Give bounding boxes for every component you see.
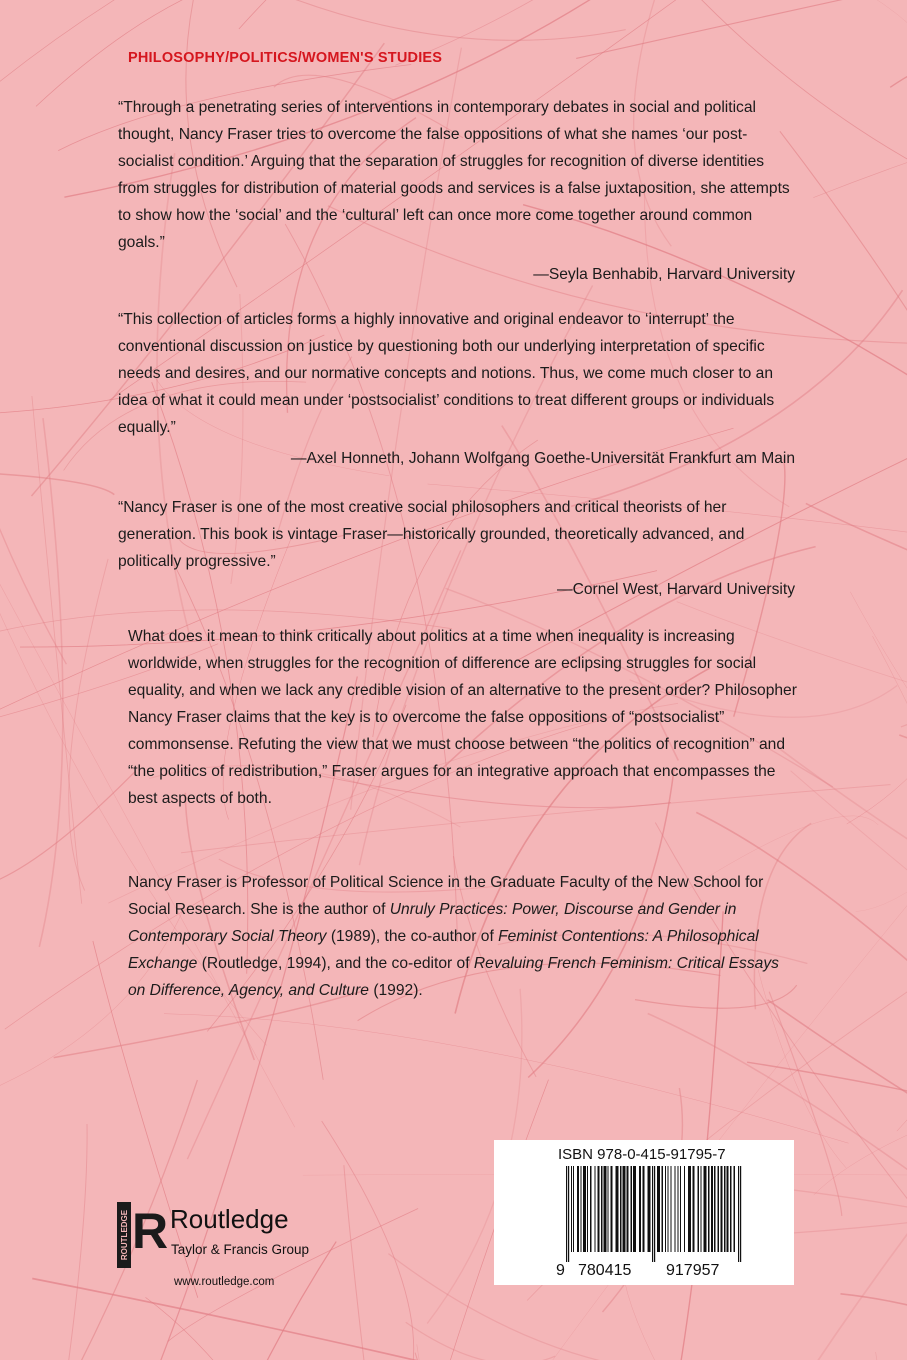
background-streak (901, 660, 907, 727)
background-streak (69, 559, 108, 891)
barcode-guard-bar (740, 1166, 741, 1262)
attribution-west: —Cornel West, Harvard University (556, 581, 795, 598)
background-streak (0, 249, 66, 664)
barcode-bar (665, 1166, 666, 1252)
barcode-bar (631, 1166, 633, 1252)
background-streak (835, 0, 907, 223)
barcode-bar (648, 1166, 651, 1252)
attribution-honneth: —Axel Honneth, Johann Wolfgang Goethe-Universität Frankfurt am Main (290, 450, 795, 467)
barcode-bar (639, 1166, 641, 1252)
background-streak (415, 1353, 537, 1360)
barcode-guard-bar (738, 1166, 739, 1262)
barcode-bar (620, 1166, 622, 1252)
barcode-box (494, 1140, 794, 1285)
publisher-subtitle: Taylor & Francis Group (171, 1242, 310, 1257)
barcode-bar (688, 1166, 691, 1252)
book-title: Unruly Practices: Power, Discourse and Gender in Contemporary Social Theory (128, 901, 737, 945)
barcode-bar (598, 1166, 600, 1252)
background-streak (856, 741, 907, 912)
barcode-bar (671, 1166, 672, 1252)
background-streak (890, 25, 907, 88)
barcode-bar (734, 1166, 736, 1252)
barcode-guard-bar (652, 1166, 653, 1262)
quote-west: “Nancy Fraser is one of the most creative social philosophers and critical theorists of her generation. This book is vintage Fraser—historically grounded, theoretically advanced, and politically progressive.” (118, 499, 745, 570)
barcode-bar (627, 1166, 629, 1252)
background-streak (813, 39, 907, 197)
barcode-digit-first: 9 (556, 1262, 565, 1279)
background-streak (897, 989, 907, 1132)
barcode-bar (711, 1166, 713, 1252)
barcode-bar (675, 1166, 676, 1252)
barcode-bar (616, 1166, 619, 1252)
barcode-bar (721, 1166, 723, 1252)
background-streak (0, 470, 114, 495)
barcode-bar (608, 1166, 609, 1252)
background-streak (0, 772, 135, 891)
background-streak (164, 1014, 849, 1143)
barcode-bar (581, 1166, 582, 1252)
barcode-digits-right: 917957 (666, 1262, 720, 1279)
background-streak (814, 1107, 907, 1195)
book-description: What does it mean to think critically about politics at a time when inequality is increasing worldwide, when struggles for the recognition of difference are eclipsing struggles for social equality, and when we lack any credible vision of an alternative to the present order? Philosopher Nancy Fraser claims that the key is to overcome the false oppositions of “postsocialist” commonsense. Refuting the view that we must choose between “the politics of recognition” and “the politics of redistribution,” Fraser argues for an integrative approach that encompasses the best aspects of both. (128, 628, 797, 807)
barcode-guard-bar (654, 1166, 655, 1262)
barcode-bar (680, 1166, 681, 1252)
logo-vertical-text: ROUTLEDGE (120, 1209, 129, 1261)
background-streak (406, 1322, 556, 1360)
barcode-bar (657, 1166, 660, 1252)
author-bio: Nancy Fraser is Professor of Political Science in the Graduate Faculty of the New School for Social Research. She is the author of Unruly Practices: Power, Discourse and Gender in Contemporary Social Theory (1989), the co-author of Feminist Contentions: A Philosophical Exchange (Routledge, 1994), and the co-editor of Revaluing French Feminism: Critical Essays on Difference, Agency, and Culture (1992). (128, 874, 779, 999)
publisher-url: www.routledge.com (174, 1276, 275, 1288)
category-label: PHILOSOPHY/POLITICS/WOMEN'S STUDIES (128, 50, 443, 66)
barcode-bar (730, 1166, 732, 1252)
background-streak (395, 0, 873, 65)
barcode-bar (587, 1166, 588, 1252)
book-title: Revaluing French Feminism: Critical Essays on Difference, Agency, and Culture (128, 955, 779, 999)
barcode-bar (577, 1166, 579, 1252)
quote-benhabib: “Through a penetrating series of interventions in contemporary debates in social and political thought, Nancy Fraser tries to overcome the false oppositions of what she names ‘our post-socialist condition.’ Arguing that the separation of struggles for recognition of diverse identities from struggles for distribution of material goods and services is a false juxtaposition, she attempts to show how the ‘social’ and the ‘cultural’ left can once more come together around common goals.” (118, 99, 790, 251)
quote-honneth: “This collection of articles forms a highly innovative and original endeavor to ‘interrupt’ the conventional discussion on justice by questioning both our underlying interpretation of specific needs and desires, and our normative concepts and notions. Thus, we come much closer to an idea of what it could mean under ‘postsocialist’ conditions to treat different groups or individuals equally.” (118, 311, 775, 436)
isbn-label: ISBN 978-0-415-91795-7 (558, 1146, 726, 1163)
barcode-bar (678, 1166, 679, 1252)
background-streak (791, 771, 907, 1052)
barcode-bar (668, 1166, 669, 1252)
barcode-bar (662, 1166, 664, 1252)
barcode-bar (583, 1166, 586, 1252)
barcode-bar (714, 1166, 716, 1252)
background-streak (344, 1165, 378, 1360)
background-streak (49, 1124, 87, 1360)
barcode-bar (633, 1166, 636, 1252)
routledge-logo-icon (117, 1202, 169, 1268)
background-streak (0, 0, 636, 94)
background-streak (239, 0, 632, 29)
background-streak (32, 1279, 752, 1360)
barcode-bar (708, 1166, 710, 1252)
background-streak (876, 1352, 907, 1360)
background-streak (322, 1121, 414, 1360)
barcode-guard-bar (568, 1166, 569, 1262)
barcode-bars (566, 1166, 742, 1262)
barcode-bar (611, 1166, 613, 1252)
barcode-bar (718, 1166, 720, 1252)
barcode-bar (727, 1166, 729, 1252)
background-streak (841, 1294, 907, 1360)
barcode-digits-left: 780415 (578, 1262, 632, 1279)
barcode-bar (595, 1166, 596, 1252)
barcode-bar (724, 1166, 726, 1252)
barcode-bar (701, 1166, 702, 1252)
background-streak (899, 735, 907, 983)
barcode-bar (643, 1166, 645, 1252)
barcode-bar (590, 1166, 592, 1252)
barcode-bar (693, 1166, 695, 1252)
barcode-bar (698, 1166, 700, 1252)
barcode-bar (571, 1166, 572, 1252)
barcode-bar (704, 1166, 707, 1252)
barcode-bar (684, 1166, 685, 1252)
barcode-bar (604, 1166, 607, 1252)
barcode-bar (623, 1166, 626, 1252)
barcode-bar (601, 1166, 603, 1252)
background-streak (576, 0, 907, 58)
logo-letter: R (132, 1203, 169, 1259)
background-streak (234, 0, 625, 40)
publisher-name: Routledge (170, 1204, 289, 1234)
barcode-bar (573, 1166, 574, 1252)
barcode-guard-bar (566, 1166, 567, 1262)
background-streak (32, 396, 82, 904)
book-title: Feminist Contentions: A Philosophical Exchange (128, 928, 759, 972)
attribution-benhabib: —Seyla Benhabib, Harvard University (533, 266, 795, 283)
background-streak (850, 592, 907, 905)
